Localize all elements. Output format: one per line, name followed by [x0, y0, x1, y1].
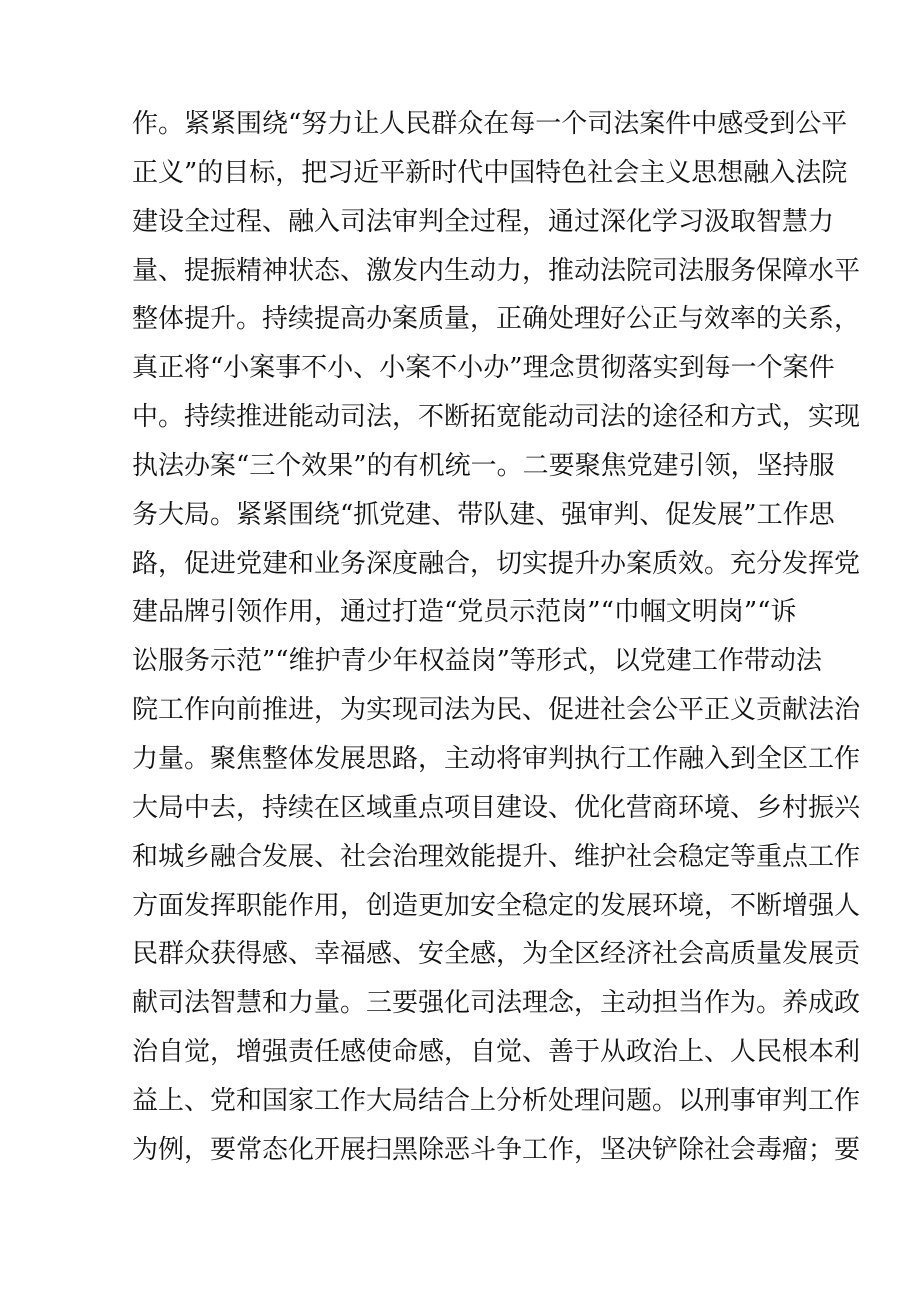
text-line: 执法办案“三个效果”的有机统一。二要聚焦党建引领，坚持服	[132, 450, 835, 481]
text-line: 讼服务示范”“维护青少年权益岗”等形式，以党建工作带动法	[132, 646, 822, 677]
text-line: 务大局。紧紧围绕“抓党建、带队建、强审判、促发展”工作思	[132, 499, 835, 530]
text-line: 建品牌引领作用，通过打造“党员示范岗”“巾帼文明岗”“诉	[132, 597, 797, 628]
text-line: 整体提升。持续提高办案质量，正确处理好公正与效率的关系，	[132, 304, 861, 335]
text-line: 献司法智慧和力量。三要强化司法理念，主动担当作为。养成政	[132, 988, 861, 1019]
text-line: 为例，要常态化开展扫黑除恶斗争工作，坚决铲除社会毒瘤；要	[132, 1134, 861, 1165]
text-line: 治自觉，增强责任感使命感，自觉、善于从政治上、人民根本利	[132, 1037, 861, 1068]
text-line: 量、提振精神状态、激发内生动力，推动法院司法服务保障水平	[132, 255, 861, 286]
text-line: 中。持续推进能动司法，不断拓宽能动司法的途径和方式，实现	[132, 402, 861, 433]
text-line: 作。紧紧围绕“努力让人民群众在每一个司法案件中感受到公平	[132, 109, 848, 139]
text-line: 民群众获得感、幸福感、安全感，为全区经济社会高质量发展贡	[132, 939, 861, 970]
text-line: 和城乡融合发展、社会治理效能提升、维护社会稳定等重点工作	[132, 841, 861, 872]
text-line: 方面发挥职能作用，创造更加安全稳定的发展环境，不断增强人	[132, 890, 861, 921]
text-line: 路，促进党建和业务深度融合，切实提升办案质效。充分发挥党	[132, 548, 861, 579]
text-line: 真正将“小案事不小、小案不小办”理念贯彻落实到每一个案件	[132, 353, 835, 384]
text-line: 正义”的目标，把习近平新时代中国特色社会主义思想融入法院	[132, 157, 848, 188]
text-line: 建设全过程、融入司法审判全过程，通过深化学习汲取智慧力	[132, 206, 835, 237]
text-line: 益上、党和国家工作大局结合上分析处理问题。以刑事审判工作	[132, 1085, 861, 1116]
text-line: 院工作向前推进，为实现司法为民、促进社会公平正义贡献法治	[132, 695, 861, 726]
text-line: 力量。聚焦整体发展思路，主动将审判执行工作融入到全区工作	[132, 743, 861, 774]
text-line: 大局中去，持续在区域重点项目建设、优化营商环境、乡村振兴	[132, 792, 861, 823]
body-text	[132, 100, 861, 1175]
